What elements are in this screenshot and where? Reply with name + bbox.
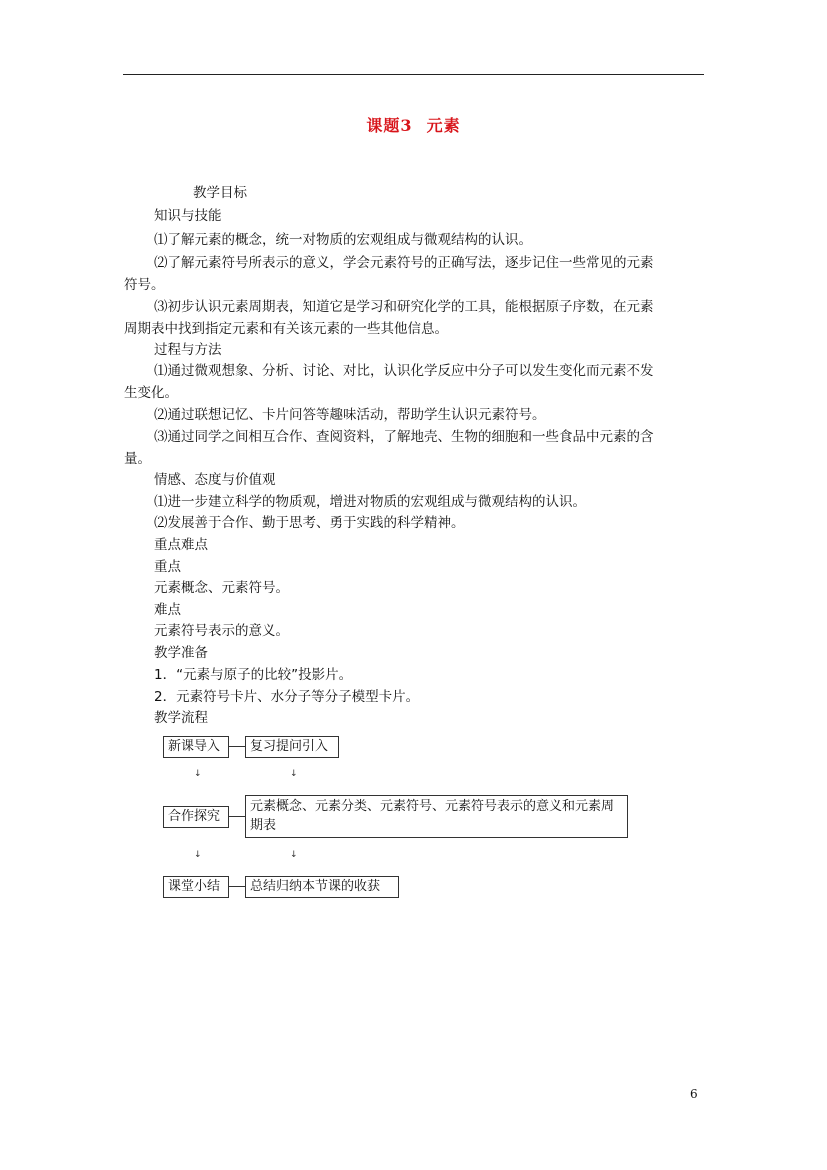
text-line: ⑶通过同学之间相互合作、查阅资料，了解地壳、生物的细胞和一些食品中元素的含 — [154, 429, 654, 445]
text-line: 2．元素符号卡片、水分子等分子模型卡片。 — [154, 689, 420, 705]
title-sub: 元素 — [426, 116, 461, 135]
subheading-difficult: 难点 — [154, 602, 181, 618]
text-line: ⑴了解元素的概念，统一对物质的宏观组成与微观结构的认识。 — [154, 232, 532, 248]
text-line: 1．“元素与原子的比较”投影片。 — [154, 667, 353, 683]
section-heading-flow: 教学流程 — [154, 710, 208, 726]
text-line: 生变化。 — [124, 385, 178, 401]
flow-connector — [229, 816, 245, 817]
text-line: ⑵通过联想记忆、卡片问答等趣味活动，帮助学生认识元素符号。 — [154, 407, 546, 423]
down-arrow-icon: ↓ — [290, 769, 298, 779]
text-line: ⑵了解元素符号所表示的意义，学会元素符号的正确写法，逐步记住一些常见的元素 — [154, 255, 654, 271]
text-line: 元素符号表示的意义。 — [154, 623, 289, 639]
section-heading-preparation: 教学准备 — [154, 645, 208, 661]
text-line: 量。 — [124, 451, 151, 467]
flow-connector — [229, 746, 245, 747]
subheading-key: 重点 — [154, 559, 181, 575]
header-rule — [123, 74, 704, 75]
text-line: 元素概念、元素符号。 — [154, 580, 289, 596]
page-title — [0, 113, 827, 136]
title-main: 课题3 — [366, 116, 413, 135]
flow-connector — [229, 886, 245, 887]
flow-stage-explore: 合作探究 — [163, 806, 229, 828]
flow-stage-summary: 课堂小结 — [163, 876, 229, 898]
section-heading-key-points: 重点难点 — [154, 537, 208, 553]
subheading-attitude: 情感、态度与价值观 — [154, 472, 276, 488]
section-heading-objectives: 教学目标 — [193, 185, 247, 201]
text-line: ⑶初步认识元素周期表，知道它是学习和研究化学的工具，能根据原子序数，在元素 — [154, 299, 654, 315]
flow-detail-summary: 总结归纳本节课的收获 — [245, 876, 399, 898]
page-number: 6 — [690, 1087, 698, 1101]
text-line: ⑴进一步建立科学的物质观，增进对物质的宏观组成与微观结构的认识。 — [154, 494, 586, 510]
down-arrow-icon: ↓ — [290, 850, 298, 860]
flow-detail-explore: 元素概念、元素分类、元素符号、元素符号表示的意义和元素周期表 — [245, 795, 628, 838]
flow-detail-intro: 复习提问引入 — [245, 736, 339, 758]
subheading-knowledge: 知识与技能 — [154, 208, 222, 224]
down-arrow-icon: ↓ — [194, 769, 202, 779]
subheading-process: 过程与方法 — [154, 342, 222, 358]
flow-stage-intro: 新课导入 — [163, 736, 229, 758]
down-arrow-icon: ↓ — [194, 850, 202, 860]
text-line: 符号。 — [124, 277, 165, 293]
text-line: ⑴通过微观想象、分析、讨论、对比，认识化学反应中分子可以发生变化而元素不发 — [154, 363, 654, 379]
text-line: 周期表中找到指定元素和有关该元素的一些其他信息。 — [124, 321, 448, 337]
text-line: ⑵发展善于合作、勤于思考、勇于实践的科学精神。 — [154, 515, 465, 531]
